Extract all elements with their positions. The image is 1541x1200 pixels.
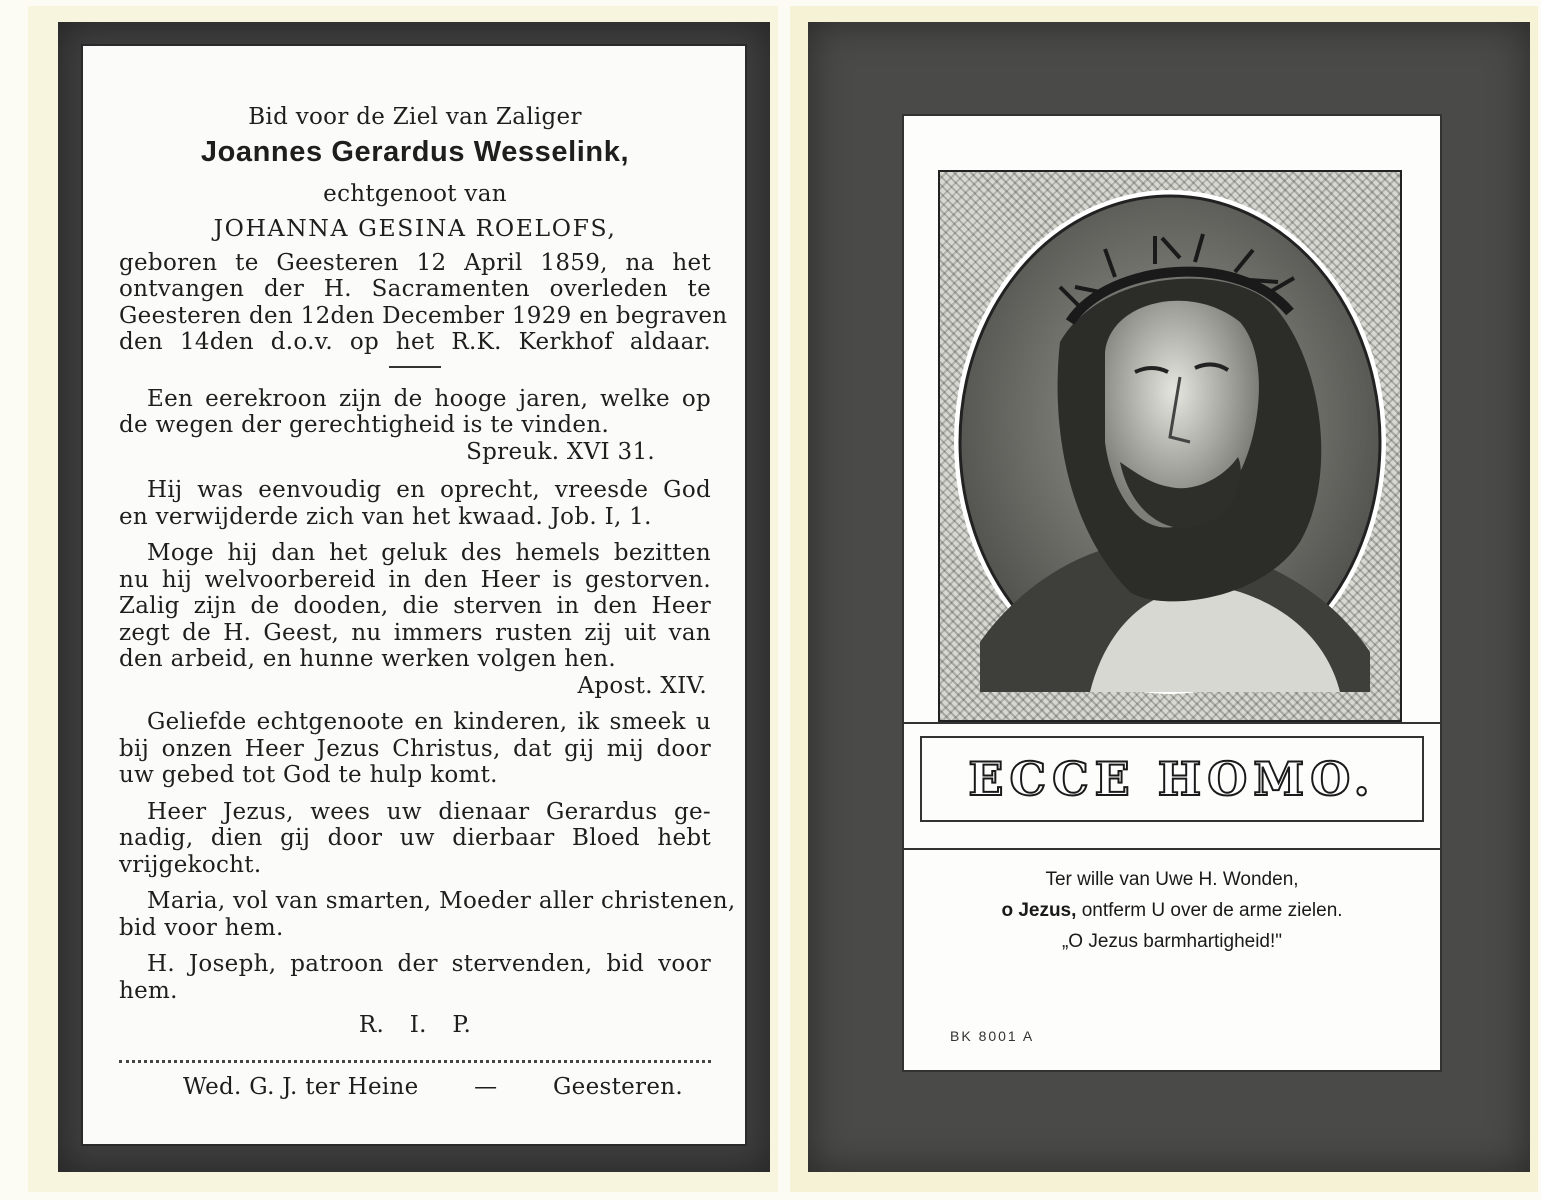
verse-line: Maria, vol van smarten, Moeder aller christenen,: [147, 888, 736, 914]
separator-rule: [389, 366, 441, 368]
verse-line: nadig, dien gij door uw dierbaar Bloed hebt: [119, 825, 711, 851]
verse-4: [119, 709, 711, 789]
verse-6: [119, 888, 736, 941]
catalog-code: BK 8001 A: [950, 1028, 1035, 1044]
verse-3: [119, 540, 711, 699]
printer-place: Geesteren.: [553, 1074, 683, 1100]
verse-line: uw gebed tot God te hulp komt.: [119, 762, 498, 788]
verse-line: de wegen der gerechtigheid is te vinden.: [119, 412, 610, 438]
footer-dash: —: [474, 1074, 498, 1100]
bio-line: Geesteren den 12den December 1929 en begraven: [119, 302, 728, 329]
bio-line: den 14den d.o.v. op het R.K. Kerkhof aldaar.: [119, 329, 711, 355]
prayer-line: [904, 895, 1440, 926]
verse-line: den arbeid, en hunne werken volgen hen.: [119, 646, 616, 672]
header-line: Bid voor de Ziel van Zaliger: [248, 104, 582, 130]
bio-block: [119, 249, 728, 356]
card-image-panel: [902, 114, 1442, 1072]
verse-line: Zalig zijn de dooden, die sterven in den Heer: [119, 593, 711, 619]
printer-footer: [119, 1074, 711, 1100]
dotted-divider: [119, 1060, 711, 1063]
image-title: ECCE HOMO.: [968, 752, 1376, 806]
verse-line: H. Joseph, patroon der stervenden, bid voor: [147, 951, 711, 977]
printer-name: Wed. G. J. ter Heine: [183, 1074, 419, 1100]
verse-7: [119, 951, 711, 1004]
verse-line: Moge hij dan het geluk des hemels bezitten: [147, 540, 711, 566]
devotional-picture-frame: [938, 170, 1402, 722]
verse-reference: Apost. XIV.: [577, 672, 707, 699]
verse-line: Een eerekroon zijn de hooge jaren, welke op: [147, 385, 711, 412]
verse-line: en verwijderde zich van het kwaad. Job. I, 1.: [119, 503, 652, 530]
verse-1: [119, 386, 711, 466]
prayer-text: [904, 864, 1440, 957]
verse-line: vrijgekocht.: [119, 851, 262, 878]
title-band: [904, 722, 1440, 850]
title-box: [920, 736, 1424, 822]
verse-line: nu hij welvoorbereid in den Heer is gestorven.: [119, 566, 711, 593]
prayer-line-bold: o Jezus,: [1001, 900, 1077, 921]
spouse-name: JOHANNA GESINA ROELOFS,: [213, 214, 617, 242]
verse-line: bij onzen Heer Jezus Christus, dat gij mij door: [119, 735, 711, 762]
verse-5: [119, 799, 711, 879]
bio-line: ontvangen der H. Sacramenten overleden te: [119, 276, 711, 302]
ecce-homo-portrait-icon: [940, 172, 1400, 720]
verse-line: Hij was eenvoudig en oprecht, vreesde God: [147, 477, 711, 503]
verse-2: [119, 477, 711, 530]
memorial-card-text-side: [58, 22, 770, 1172]
verse-line: zegt de H. Geest, nu immers rusten zij uit van: [119, 619, 711, 646]
verse-line: bid voor hem.: [119, 914, 284, 941]
verse-line: Heer Jezus, wees uw dienaar Gerardus ge-: [147, 798, 711, 825]
bio-line: geboren te Geesteren 12 April 1859, na het: [119, 249, 711, 276]
card-text-panel: [81, 44, 747, 1146]
verse-line: Geliefde echtgenoote en kinderen, ik smeek u: [147, 709, 711, 735]
prayer-line: „O Jezus barmhartigheid!": [1061, 931, 1283, 952]
prayer-line: Ter wille van Uwe H. Wonden,: [1045, 869, 1299, 890]
verse-line: hem.: [119, 977, 178, 1004]
rip-line: R. I. P.: [358, 1012, 472, 1038]
deceased-name: Joannes Gerardus Wesselink,: [200, 135, 630, 168]
verse-reference: Spreuk. XVI 31.: [466, 438, 655, 465]
text-column: [119, 46, 736, 1039]
prayer-line-rest: ontferm U over de arme zielen.: [1076, 900, 1343, 921]
memorial-card-image-side: [808, 22, 1530, 1172]
spouse-intro: echtgenoot van: [323, 180, 507, 207]
